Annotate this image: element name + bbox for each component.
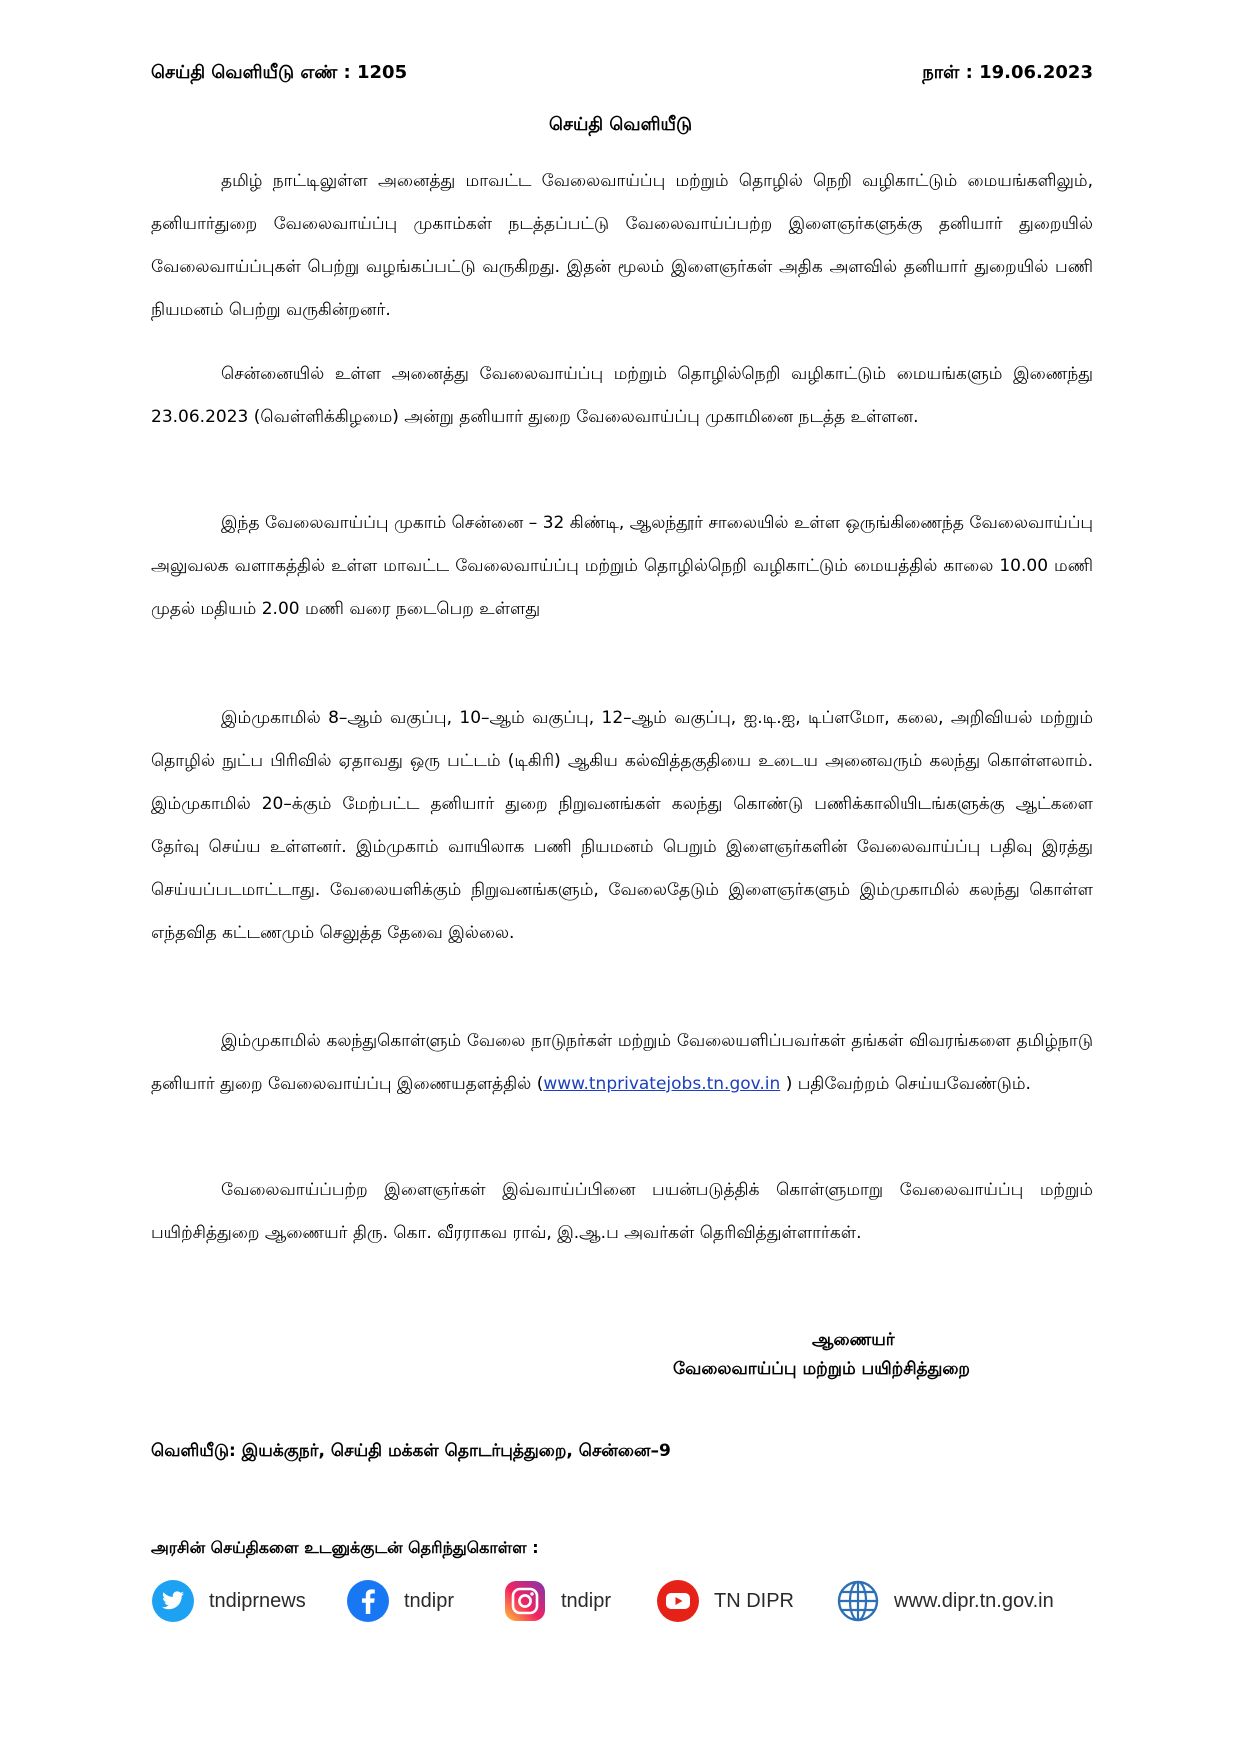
paragraph-registration <box>151 1020 1093 1106</box>
signature-department: வேலைவாய்ப்பு மற்றும் பயிற்சித்துறை <box>673 1359 971 1379</box>
social-twitter[interactable] <box>151 1577 306 1625</box>
twitter-icon <box>151 1579 195 1623</box>
paragraph-eligibility: இம்முகாமில் 8–ஆம் வகுப்பு, 10–ஆம் வகுப்பு, 12–ஆம் வகுப்பு, ஐ.டி.ஐ, டிப்ளமோ, கலை, அறிவியல் மற்றும் தொழில் நுட்ப பிரிவில் ஏதாவது ஒரு பட்டம் (டிகிரி) ஆகிய கல்வித்தகுதியை உடைய அனைவரும் கலந்து கொள்ளலாம். இம்முகாமில் 20–க்கும் மேற்பட்ட தனியார் துறை நிறுவனங்கள் கலந்து கொண்டு பணிக்காலியிடங்களுக்கு ஆட்களை தேர்வு செய்ய உள்ளனர். இம்முகாம் வாயிலாக பணி நியமனம் பெறும் இளைஞர்களின் வேலைவாய்ப்பு பதிவு இரத்து செய்யப்படமாட்டாது. வேலையளிக்கும் நிறுவனங்களும், வேலைதேடும் இளைஞர்களும் இம்முகாமில் கலந்து கொள்ள எந்தவித கட்டணமும் செலுத்த தேவை இல்லை. <box>151 708 1093 943</box>
facebook-handle: tndipr <box>404 1589 455 1612</box>
social-links <box>151 1577 1081 1627</box>
youtube-handle: TN DIPR <box>714 1589 794 1612</box>
paragraph-camp-date: சென்னையில் உள்ள அனைத்து வேலைவாய்ப்பு மற்றும் தொழில்நெறி வழிகாட்டும் மையங்களும் இணைந்து 23.06.2023 (வெள்ளிக்கிழமை) அன்று தனியார் துறை வேலைவாய்ப்பு முகாமினை நடத்த உள்ளன. <box>151 364 1093 427</box>
signature-title: ஆணையர் <box>812 1330 895 1350</box>
paragraph-camp-venue: இந்த வேலைவாய்ப்பு முகாம் சென்னை – 32 கிண்டி, ஆலந்தூர் சாலையில் உள்ள ஒருங்கிணைந்த வேலைவாய்ப்பு அலுவலக வளாகத்தில் உள்ள மாவட்ட வேலைவாய்ப்பு மற்றும் தொழில்நெறி வழிகாட்டும் மையத்தில் காலை 10.00 மணி முதல் மதியம் 2.00 மணி வரை நடைபெற உள்ளது <box>151 513 1093 619</box>
paragraph-closing: வேலைவாய்ப்பற்ற இளைஞர்கள் இவ்வாய்ப்பினை பயன்படுத்திக் கொள்ளுமாறு வேலைவாய்ப்பு மற்றும் பயிற்சித்துறை ஆணையர் திரு. கொ. வீரராகவ ராவ், இ.ஆ.ப அவர்கள் தெரிவித்துள்ளார்கள். <box>151 1180 1093 1243</box>
instagram-handle: tndipr <box>561 1589 612 1612</box>
page-title: செய்தி வெளியீடு <box>548 114 693 135</box>
follow-label: அரசின் செய்திகளை உடனுக்குடன் தெரிந்துகொள்ள : <box>151 1538 539 1557</box>
youtube-icon <box>656 1579 700 1623</box>
tnprivatejobs-link[interactable]: www.tnprivatejobs.tn.gov.in <box>543 1074 781 1094</box>
issued-by: வெளியீடு: இயக்குநர், செய்தி மக்கள் தொடர்புத்துறை, சென்னை–9 <box>151 1441 671 1461</box>
social-facebook[interactable] <box>346 1577 454 1625</box>
globe-icon <box>836 1579 880 1623</box>
registration-text-after: ) பதிவேற்றம் செய்யவேண்டும். <box>780 1074 1031 1094</box>
registration-text-before: இம்முகாமில் கலந்துகொள்ளும் வேலை நாடுநர்கள் மற்றும் வேலையளிப்பவர்கள் தங்கள் விவரங்களை தமிழ்நாடு தனியார் துறை வேலைவாய்ப்பு இணையதளத்தில் ( <box>151 1031 1093 1094</box>
release-number: செய்தி வெளியீடு எண் : 1205 <box>151 62 408 83</box>
social-website[interactable] <box>836 1577 1054 1625</box>
instagram-icon <box>503 1579 547 1623</box>
paragraph-intro: தமிழ் நாட்டிலுள்ள அனைத்து மாவட்ட வேலைவாய்ப்பு மற்றும் தொழில் நெறி வழிகாட்டும் மையங்களிலும், தனியார்துறை வேலைவாய்ப்பு முகாம்கள் நடத்தப்பட்டு வேலைவாய்ப்பற்ற இளைஞர்களுக்கு தனியார் துறையில் வேலைவாய்ப்புகள் பெற்று வழங்கப்பட்டு வருகிறது. இதன் மூலம் இளைஞர்கள் அதிக அளவில் தனியார் துறையில் பணி நியமனம் பெற்று வருகின்றனர். <box>151 171 1094 320</box>
facebook-icon <box>346 1579 390 1623</box>
header-row <box>151 58 1093 88</box>
twitter-handle: tndiprnews <box>209 1589 306 1612</box>
social-instagram[interactable] <box>503 1577 611 1625</box>
website-url: www.dipr.tn.gov.in <box>894 1589 1054 1612</box>
social-youtube[interactable] <box>656 1577 794 1625</box>
release-date: நாள் : 19.06.2023 <box>922 62 1093 83</box>
